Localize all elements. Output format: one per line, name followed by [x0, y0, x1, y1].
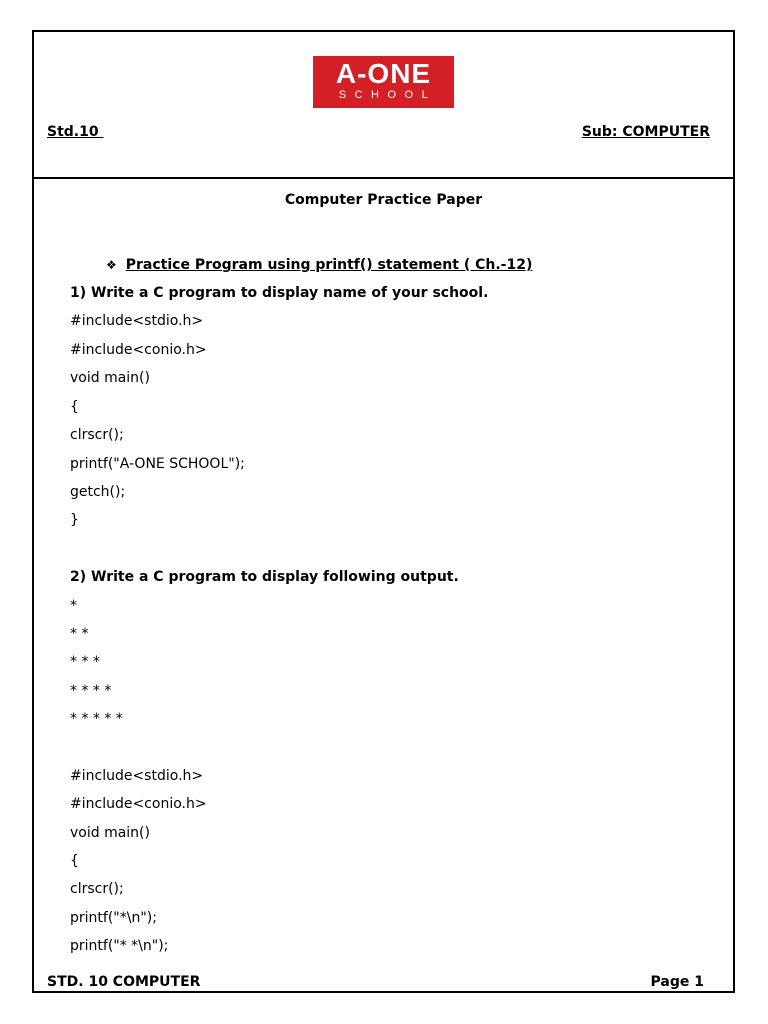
output-line: * * * * *: [70, 711, 123, 727]
code-line: printf("* *\n");: [70, 938, 169, 954]
output-line: * * * *: [70, 683, 112, 699]
code-line: void main(): [70, 825, 150, 841]
output-line: *: [70, 598, 77, 614]
logo-sub-text: SCHOOL: [338, 89, 437, 101]
code-line: void main(): [70, 370, 150, 386]
code-line: }: [70, 512, 79, 528]
code-line: printf("A-ONE SCHOOL");: [70, 456, 245, 472]
section-heading: [106, 256, 532, 274]
code-line: #include<conio.h>: [70, 342, 207, 358]
code-line: clrscr();: [70, 427, 124, 443]
code-line: getch();: [70, 484, 126, 500]
output-line: * *: [70, 626, 89, 642]
paper-title: Computer Practice Paper: [284, 192, 483, 208]
code-line: clrscr();: [70, 881, 124, 897]
logo-main-text: A-ONE: [335, 58, 432, 89]
code-line: printf("*\n");: [70, 910, 157, 926]
code-line: #include<stdio.h>: [70, 768, 204, 784]
footer-page-number: Page 1: [650, 974, 704, 990]
standard-label: Std.10: [47, 124, 104, 140]
diamond-bullet-icon: ❖: [106, 258, 117, 272]
footer-course: STD. 10 COMPUTER: [47, 974, 201, 990]
code-line: #include<stdio.h>: [70, 313, 204, 329]
code-line: {: [70, 853, 79, 869]
output-line: * * *: [70, 654, 100, 670]
code-line: #include<conio.h>: [70, 796, 207, 812]
page-border: [32, 30, 735, 993]
question-2: 2) Write a C program to display following output.: [70, 569, 459, 585]
code-line: {: [70, 399, 79, 415]
section-heading-text: Practice Program using printf() statement ( Ch.-12): [125, 257, 533, 273]
school-logo: [313, 56, 454, 108]
question-1: 1) Write a C program to display name of your school.: [70, 285, 489, 301]
header-divider: [32, 177, 735, 179]
subject-label: Sub: COMPUTER: [581, 124, 710, 140]
